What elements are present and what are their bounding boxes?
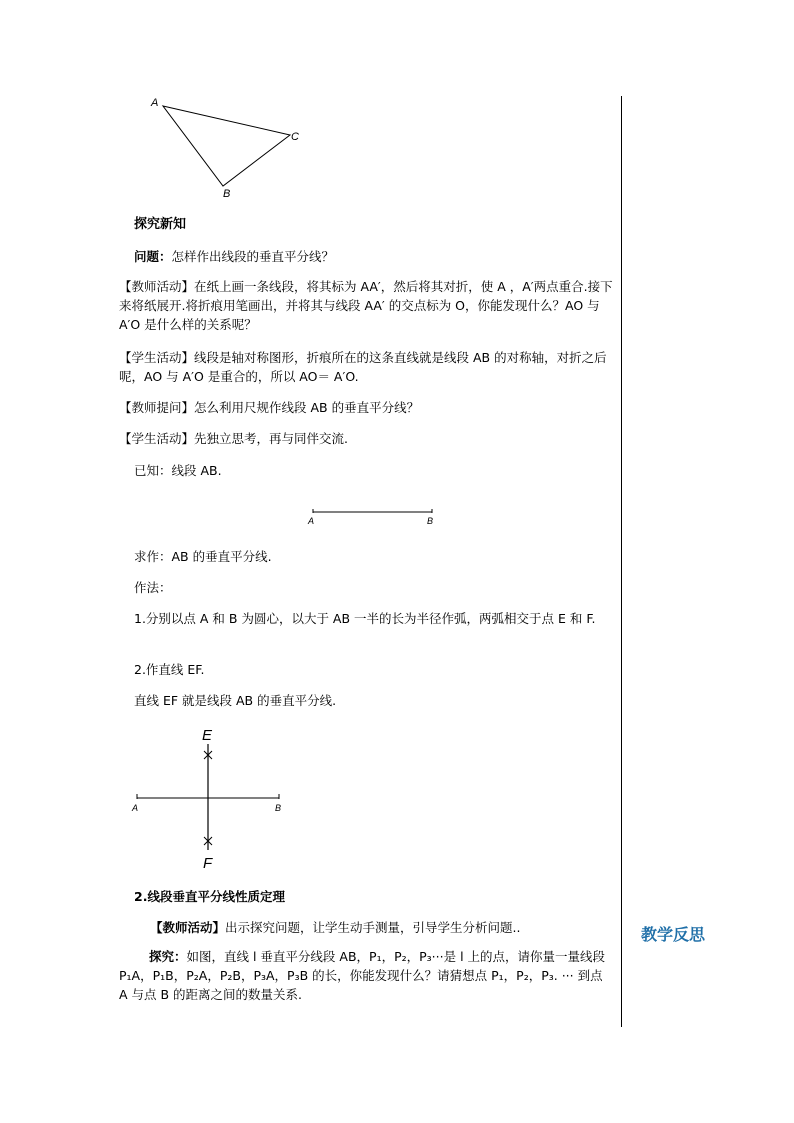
segment-figure [300, 500, 450, 530]
triangle-label-a: A [151, 97, 159, 109]
triangle-figure [140, 90, 320, 210]
question-body: 怎样作出线段的垂直平分线？ [171, 249, 335, 264]
explore-paragraph [119, 947, 614, 1004]
section-title-explore: 探究新知 [134, 217, 187, 232]
triangle-abc [163, 106, 290, 186]
student-activity-2: 【学生活动】先独立思考，再与同伴交流. [119, 431, 348, 446]
section-title-theorem: 2.线段垂直平分线性质定理 [134, 889, 285, 904]
bisector-label-f: F [203, 855, 213, 872]
conclusion-line: 直线 EF 就是线段 AB 的垂直平分线. [134, 693, 337, 708]
question-head: 问题： [134, 249, 172, 264]
side-column-title: 教学反思 [641, 925, 706, 944]
segment-label-a: A [308, 516, 315, 526]
bisector-label-e: E [202, 727, 213, 744]
triangle-label-c: C [291, 131, 299, 143]
bisector-figure [125, 722, 295, 874]
question-line [134, 247, 629, 266]
bisector-label-a: A [132, 803, 139, 813]
method-title: 作法： [134, 580, 172, 595]
student-activity-1: 【学生活动】线段是轴对称图形，折痕所在的这条直线就是线段 AB 的对称轴，对折之后呢，AO 与 A′O 是重合的，所以 AO＝ A′O. [119, 350, 607, 384]
teacher-activity-2 [150, 918, 645, 937]
construct-line: 求作：AB 的垂直平分线. [134, 549, 272, 564]
teacher-question: 【教师提问】怎么利用尺规作线段 AB 的垂直平分线？ [119, 400, 420, 415]
triangle-label-b: B [223, 188, 231, 200]
segment-label-b: B [427, 516, 434, 526]
bisector-label-b: B [275, 803, 282, 813]
step-2: 2.作直线 EF. [134, 662, 205, 677]
teacher-activity-1: 【教师活动】在纸上画一条线段，将其标为 AA′，然后将其对折，使 A ，A′两点重合.接下来将纸展开.将折痕用笔画出，并将其与线段 AA′ 的交点标为 O，你能发现什么？AO 与 A′O 是什么样的关系呢？ [119, 279, 613, 332]
known-line: 已知：线段 AB. [134, 463, 222, 478]
teacher-activity-2-body: 出示探究问题，让学生动手测量，引导学生分析问题.. [225, 920, 521, 935]
explore-head: 探究： [149, 949, 187, 964]
explore-body: 如图，直线 l 垂直平分线段 AB，P₁，P₂，P₃···是 l 上的点，请你量一量线段 P₁A，P₁B，P₂A，P₂B，P₃A，P₃B 的长，你能发现什么？请猜想点 P₁，P₂，P₃. ··· 到点 A 与点 B 的距离之间的数量关系. [119, 949, 606, 1002]
teacher-activity-2-head: 【教师活动】 [150, 920, 226, 935]
step-1: 1.分别以点 A 和 B 为圆心，以大于 AB 一半的长为半径作弧，两弧相交于点 E 和 F. [134, 611, 596, 626]
